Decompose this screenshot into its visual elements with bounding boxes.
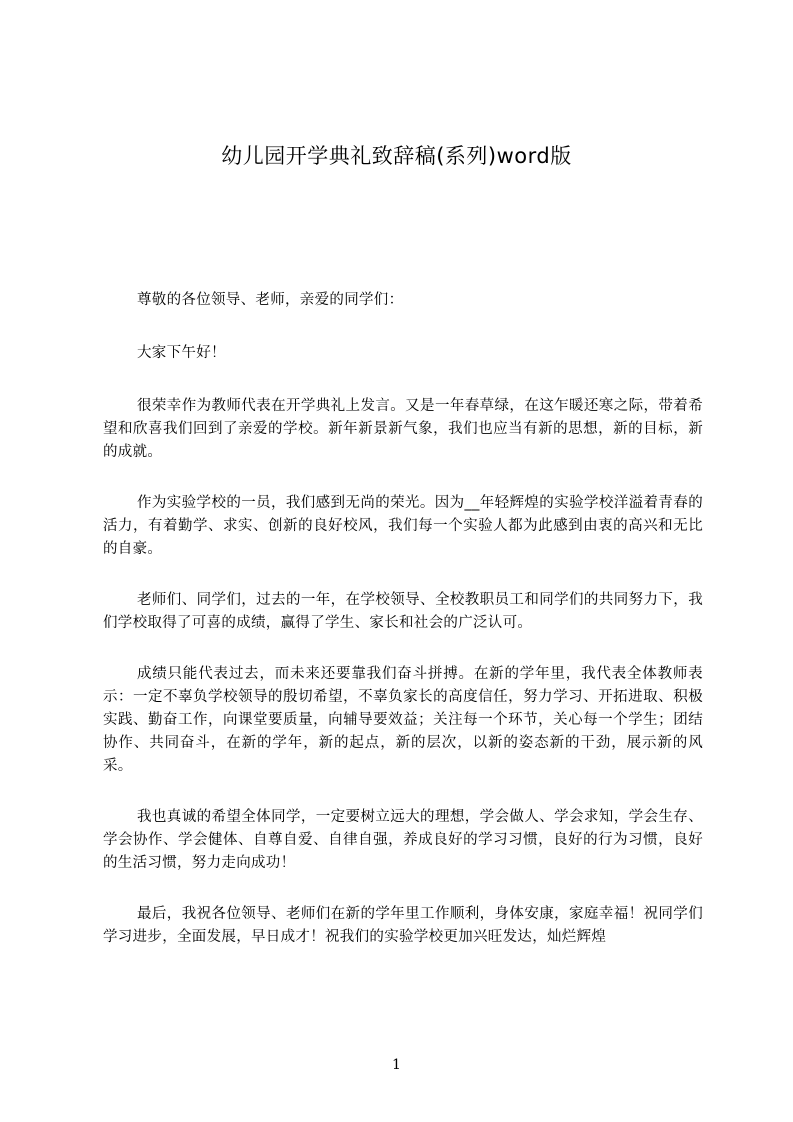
body-paragraph-4: 成绩只能代表过去，而未来还要靠我们奋斗拼搏。在新的学年里，我代表全体教师表示：一定不辜负学校领导的殷切希望，不辜负家长的高度信任，努力学习、开拓进取、积极实践、勤奋工作，向课堂要质量，向辅导要效益；关注每一个环节，关心每一个学生；团结协作、共同奋斗，在新的学年，新的起点，新的层次，以新的姿态新的干劲，展示新的风采。 xyxy=(103,666,703,774)
body-paragraph-3: 老师们、同学们，过去的一年，在学校领导、全校教职员工和同学们的共同努力下，我们学校取得了可喜的成绩，赢得了学生、家长和社会的广泛认可。 xyxy=(103,592,703,631)
page-number: 1 xyxy=(392,1057,401,1073)
body-paragraph-2: 作为实验学校的一员，我们感到无尚的荣光。因为__年轻辉煌的实验学校洋溢着青春的活力，有着勤学、求实、创新的良好校风，我们每一个实验人都为此感到由衷的高兴和无比的自豪。 xyxy=(103,495,703,557)
body-paragraph-1: 很荣幸作为教师代表在开学典礼上发言。又是一年春草绿，在这乍暖还寒之际，带着希望和欣喜我们回到了亲爱的学校。新年新景新气象，我们也应当有新的思想，新的目标，新的成就。 xyxy=(103,398,703,460)
salutation-paragraph: 尊敬的各位领导、老师，亲爱的同学们： xyxy=(137,292,404,308)
closing-paragraph: 最后，我祝各位领导、老师们在新的学年里工作顺利，身体安康，家庭幸福！祝同学们学习进步，全面发展，早日成才！祝我们的实验学校更加兴旺发达，灿烂辉煌 xyxy=(103,906,703,945)
document-title: 幼儿园开学典礼致辞稿(系列)word版 xyxy=(221,144,572,168)
body-paragraph-5: 我也真诚的希望全体同学，一定要树立远大的理想，学会做人、学会求知，学会生存、学会协作、学会健体、自尊自爱、自律自强，养成良好的学习习惯，良好的行为习惯，良好的生活习惯，努力走向成功！ xyxy=(103,809,703,871)
document-body xyxy=(103,289,703,977)
greeting-paragraph: 大家下午好！ xyxy=(137,345,226,361)
